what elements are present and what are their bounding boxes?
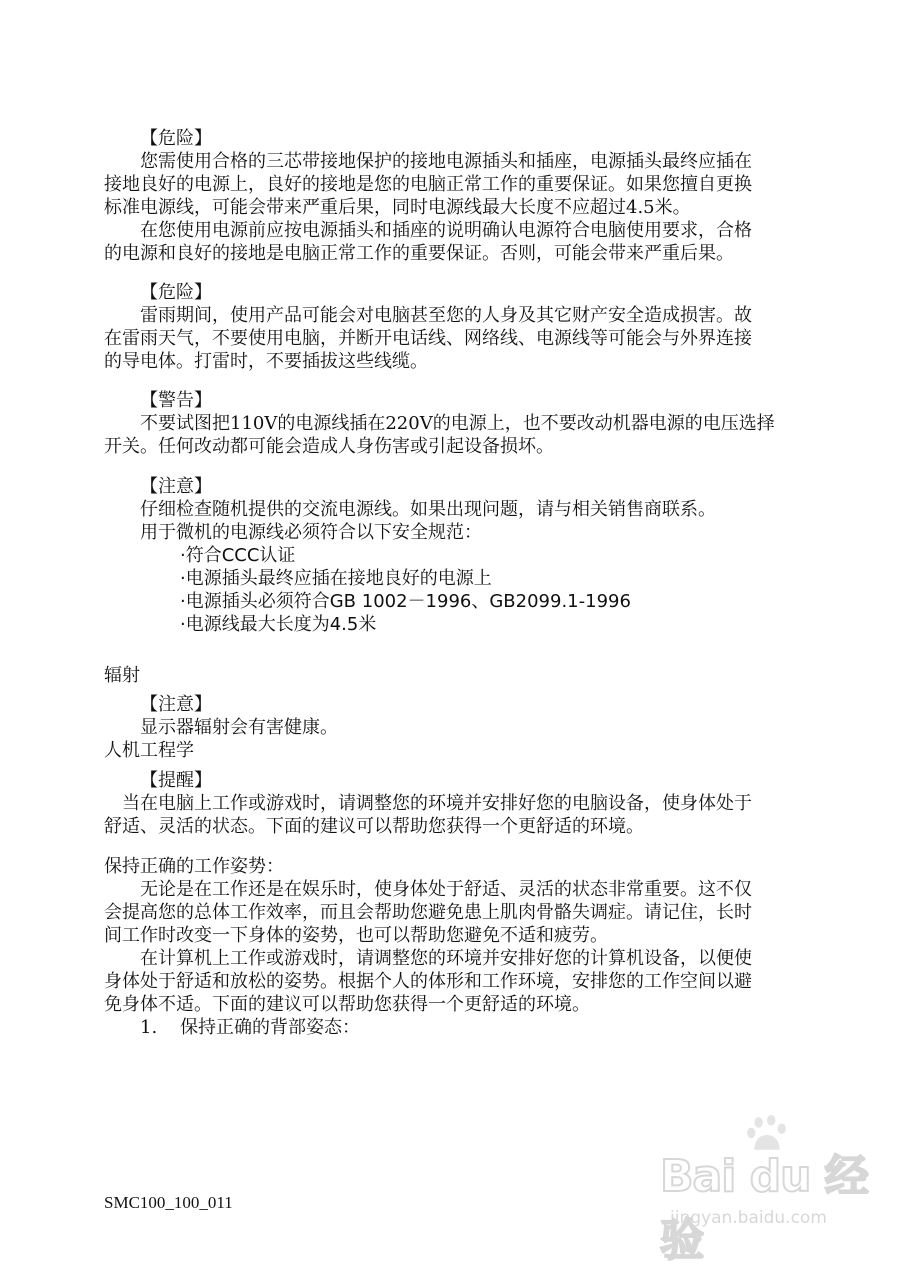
- paragraph-line: 开关。任何改动都可能会造成人身伤害或引起设备损坏。: [104, 436, 554, 457]
- danger-heading-2: 【危险】: [140, 282, 212, 303]
- notice-heading: 【注意】: [140, 694, 212, 715]
- bullet-item: ·电源插头必须符合GB 1002－1996、GB2099.1-1996: [180, 591, 631, 612]
- paragraph-line: 的电源和良好的接地是电脑正常工作的重要保证。否则，可能会带来严重后果。: [104, 243, 734, 264]
- paragraph-line: 在您使用电源前应按电源插头和插座的说明确认电源符合电脑使用要求，合格: [140, 220, 752, 241]
- footer-code: SMC100_100_011: [104, 1193, 233, 1212]
- paragraph-line: 当在电脑上工作或游戏时，请调整您的环境并安排好您的电脑设备，使身体处于: [122, 793, 752, 814]
- paragraph-line: 雷雨期间，使用产品可能会对电脑甚至您的人身及其它财产安全造成损害。故: [140, 305, 752, 326]
- watermark-logo: Bai du 经验: [660, 1151, 868, 1266]
- paragraph-line: 无论是在工作还是在娱乐时，使身体处于舒适、灵活的状态非常重要。这不仅: [140, 879, 752, 900]
- danger-heading-1: 【危险】: [140, 128, 212, 149]
- paragraph-line: 仔细检查随机提供的交流电源线。如果出现问题，请与相关销售商联系。: [140, 499, 716, 520]
- paragraph-line: 的导电体。打雷时，不要插拔这些线缆。: [104, 351, 428, 372]
- warning-heading: 【警告】: [140, 390, 212, 411]
- paragraph-line: 身体处于舒适和放松的姿势。根据个人的体形和工作环境，安排您的工作空间以避: [104, 971, 752, 992]
- section-title-posture: 保持正确的工作姿势：: [104, 856, 284, 877]
- baidu-watermark: [650, 1140, 870, 1266]
- paragraph-line: 标准电源线，可能会带来严重后果，同时电源线最大长度不应超过4.5米。: [104, 197, 691, 218]
- bullet-item: ·符合CCC认证: [180, 545, 296, 566]
- list-number: 1.: [140, 1017, 158, 1038]
- section-title-radiation: 辐射: [104, 665, 140, 686]
- paragraph-line: 会提高您的总体工作效率，而且会帮助您避免患上肌肉骨骼失调症。请记住，长时: [104, 902, 752, 923]
- bullet-item: ·电源线最大长度为4.5米: [180, 614, 377, 635]
- paragraph-line: 免身体不适。下面的建议可以帮助您获得一个更舒适的环境。: [104, 994, 590, 1015]
- paragraph-line: 您需使用合格的三芯带接地保护的接地电源插头和插座，电源插头最终应插在: [140, 151, 752, 172]
- paragraph-line: 间工作时改变一下身体的姿势，也可以帮助您避免不适和疲劳。: [104, 925, 608, 946]
- paragraph-line: 在计算机上工作或游戏时，请调整您的环境并安排好您的计算机设备，以便使: [140, 948, 752, 969]
- paragraph-line: 不要试图把110V的电源线插在220V的电源上，也不要改动机器电源的电压选择: [140, 413, 775, 434]
- watermark-url: jingyan.baidu.com: [670, 1208, 827, 1228]
- reminder-heading: 【提醒】: [140, 770, 212, 791]
- paragraph-line: 在雷雨天气，不要使用电脑，并断开电话线、网络线、电源线等可能会与外界连接: [104, 328, 752, 349]
- paragraph-line: 接地良好的电源上，良好的接地是您的电脑正常工作的重要保证。如果您擅自更换: [104, 174, 752, 195]
- paragraph-line: 显示器辐射会有害健康。: [140, 717, 338, 738]
- paragraph-line: 用于微机的电源线必须符合以下安全规范：: [140, 522, 482, 543]
- notice-heading: 【注意】: [140, 476, 212, 497]
- list-item-title: 保持正确的背部姿态：: [180, 1017, 360, 1038]
- section-title-ergonomics: 人机工程学: [104, 740, 194, 761]
- paragraph-line: 舒适、灵活的状态。下面的建议可以帮助您获得一个更舒适的环境。: [104, 816, 644, 837]
- bullet-item: ·电源插头最终应插在接地良好的电源上: [180, 568, 492, 589]
